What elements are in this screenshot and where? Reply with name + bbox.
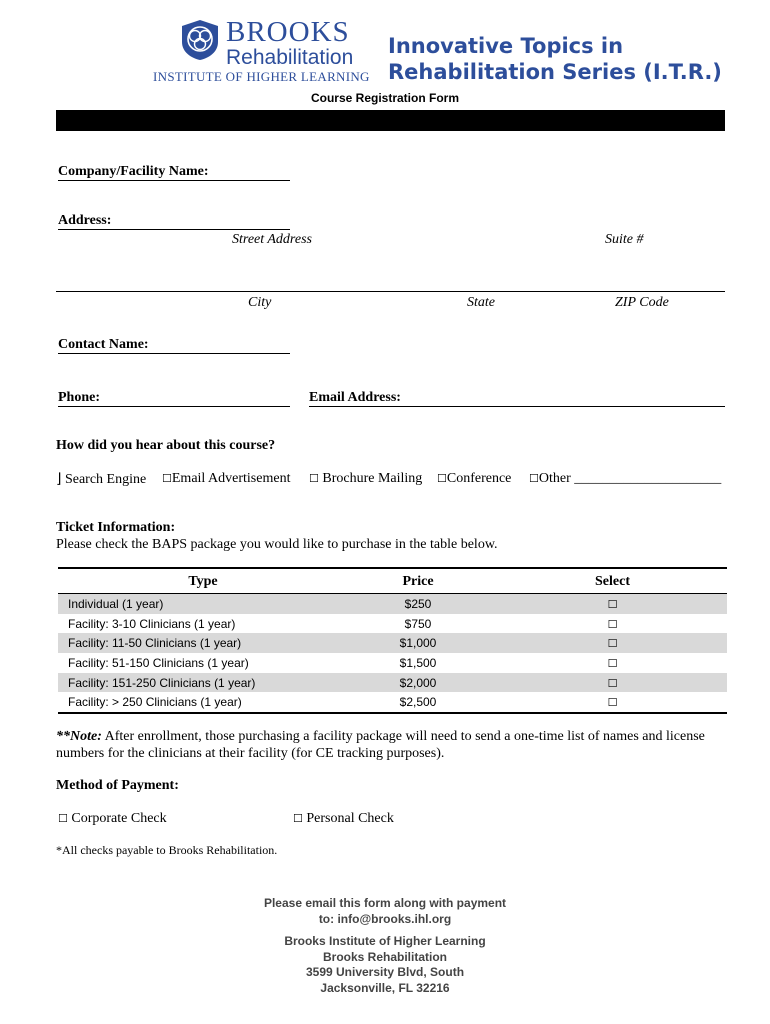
hear-option-search-engine[interactable]	[56, 471, 146, 488]
series-title-line1: Innovative Topics in	[388, 34, 624, 58]
column-header-price: Price	[402, 574, 434, 589]
brooks-emblem-icon	[178, 18, 222, 62]
table-row	[58, 653, 727, 673]
table-row	[58, 614, 727, 634]
hear-question: How did you hear about this course?	[56, 438, 276, 453]
header-bar	[56, 110, 725, 131]
column-header-type: Type	[188, 574, 218, 589]
hear-option-email-ad[interactable]	[162, 471, 290, 487]
checkbox-icon[interactable]: ⌋	[56, 472, 62, 487]
hear-option-label: Conference	[446, 471, 512, 486]
city-state-zip-line[interactable]	[56, 291, 725, 292]
ticket-type: Facility: 151-250 Clinicians (1 year)	[58, 673, 338, 693]
ticket-type: Facility: 3-10 Clinicians (1 year)	[68, 616, 236, 631]
series-title-line2: Rehabilitation Series (I.T.R.)	[388, 60, 722, 84]
footer-line: Brooks Rehabilitation	[322, 949, 447, 964]
checkbox-icon[interactable]: ☐	[162, 472, 172, 485]
footer-line: 3599 University Blvd, South	[305, 965, 465, 979]
ticket-type: Individual (1 year)	[58, 594, 338, 614]
payment-option-label: Personal Check	[306, 811, 394, 826]
checkbox-icon[interactable]: ☐	[293, 812, 303, 825]
other-input-line[interactable]: _____________________	[574, 471, 722, 486]
footer-block	[0, 896, 770, 996]
ticket-type: Facility: > 250 Clinicians (1 year)	[68, 695, 242, 710]
hear-option-label: Other	[538, 471, 571, 486]
ticket-price: $2,000	[338, 673, 498, 693]
hear-option-other[interactable]	[529, 471, 721, 487]
ticket-price: $1,000	[338, 633, 498, 653]
ticket-type: Facility: 51-150 Clinicians (1 year)	[68, 655, 249, 670]
select-checkbox[interactable]: ☐	[607, 637, 618, 651]
city-caption: City	[248, 295, 272, 310]
table-row	[58, 633, 727, 653]
payment-option-corporate[interactable]	[58, 811, 167, 827]
hear-option-brochure[interactable]	[309, 471, 422, 487]
zip-caption: ZIP Code	[615, 295, 669, 310]
select-checkbox[interactable]: ☐	[607, 696, 618, 710]
hear-option-label: Email Advertisement	[171, 471, 291, 486]
ticket-instructions: Please check the BAPS package you would like to purchase in the table below.	[56, 537, 498, 552]
email-field[interactable]: Email Address:	[309, 390, 725, 407]
footer-line: Brooks Institute of Higher Learning	[284, 934, 486, 948]
logo-institute: INSTITUTE OF HIGHER LEARNING	[153, 69, 370, 84]
ticket-price: $250	[338, 594, 498, 614]
ticket-table	[58, 571, 727, 714]
note-text: After enrollment, those purchasing a facility package will need to send a one-time list of names and license numbers for the clinicians at their facility (for CE tracking purposes).	[56, 729, 705, 761]
hear-option-conference[interactable]	[437, 471, 511, 487]
ticket-type: Facility: 11-50 Clinicians (1 year)	[58, 633, 338, 653]
select-checkbox[interactable]: ☐	[607, 656, 618, 670]
street-caption: Street Address	[232, 232, 312, 247]
ticket-price: $1,500	[399, 655, 437, 670]
payment-option-label: Corporate Check	[71, 811, 167, 826]
phone-field[interactable]: Phone:	[58, 390, 290, 407]
select-checkbox[interactable]: ☐	[607, 617, 618, 631]
contact-name-field[interactable]: Contact Name:	[58, 337, 290, 354]
select-checkbox[interactable]: ☐	[607, 597, 618, 611]
logo-wordmark: BROOKS	[226, 16, 350, 48]
footer-line: to: info@brooks.ihl.org	[318, 911, 452, 926]
hear-option-label: Search Engine	[64, 472, 147, 487]
column-header-select: Select	[595, 574, 630, 589]
enrollment-note	[56, 728, 728, 762]
checkbox-icon[interactable]: ☐	[529, 472, 539, 485]
ticket-price: $2,500	[399, 695, 437, 710]
checkbox-icon[interactable]: ☐	[437, 472, 447, 485]
footer-line: Jacksonville, FL 32216	[320, 980, 450, 995]
footer-line: Please email this form along with payment	[263, 896, 507, 910]
state-caption: State	[467, 295, 495, 310]
address-field[interactable]: Address:	[58, 213, 290, 230]
table-top-rule	[58, 567, 727, 569]
checkbox-icon[interactable]: ☐	[309, 472, 319, 485]
form-title: Course Registration Form	[310, 91, 460, 105]
table-row	[58, 673, 727, 693]
ticket-heading: Ticket Information:	[56, 520, 176, 535]
checkbox-icon[interactable]: ☐	[58, 812, 68, 825]
table-row	[58, 692, 727, 713]
payment-heading: Method of Payment:	[56, 778, 179, 793]
note-lead: **Note:	[56, 729, 102, 744]
company-field[interactable]: Company/Facility Name:	[58, 164, 290, 181]
ticket-price: $750	[404, 616, 432, 631]
payment-option-personal[interactable]	[293, 811, 394, 827]
select-checkbox[interactable]: ☐	[607, 676, 618, 690]
table-header-row	[58, 571, 727, 594]
payment-footnote: *All checks payable to Brooks Rehabilitation.	[56, 843, 278, 857]
table-row	[58, 594, 727, 614]
logo-subtitle: Rehabilitation	[226, 46, 354, 69]
hear-option-label: Brochure Mailing	[322, 471, 423, 486]
suite-caption: Suite #	[605, 232, 644, 247]
